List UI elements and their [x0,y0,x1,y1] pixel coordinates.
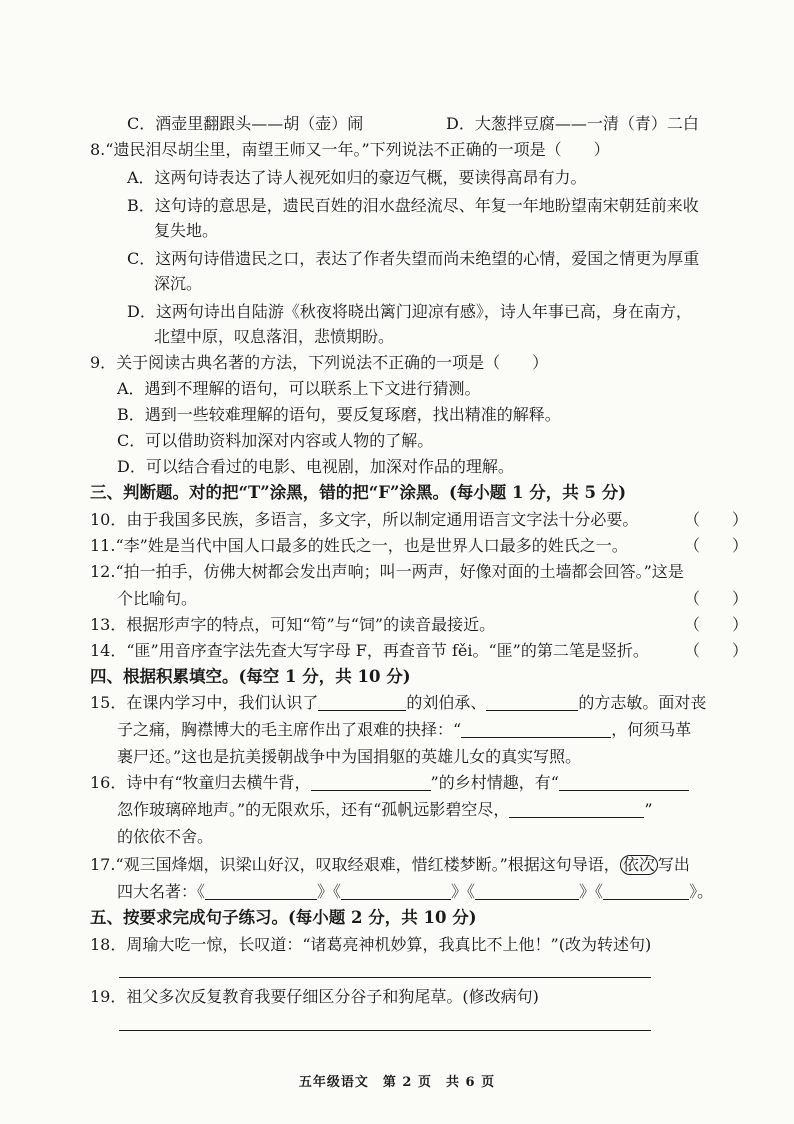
q19: 19．祖父多次反复教育我要仔细区分谷子和狗尾草。(修改病句) [90,987,539,1006]
q12-cont: 个比喻句。 （ ） [117,589,748,608]
q8-option-c: C．这两句诗借遗民之口，表达了作者失望而尚未绝望的心情，爱国之情更为厚重 [127,249,700,268]
section-5-title: 五、按要求完成句子练习。(每小题 2 分，共 10 分) [90,908,477,927]
q8-option-b: B．这句诗的意思是，遗民百姓的泪水盘经流尽、年复一年地盼望南宋朝廷前来收 [127,196,699,215]
q15-line-3: 裹尸还。”这也是抗美援朝战争中为国捐躯的英雄儿女的真实写照。 [117,747,582,766]
q15-line-2: 子之痛，胸襟博大的毛主席作出了艰难的抉择：“ ，何须马革 [117,720,692,739]
q13-answer-paren[interactable]: （ ） [683,615,748,634]
q9-stem: 9．关于阅读古典名著的方法，下列说法不正确的一项是（ ） [90,353,549,372]
q13: 13．根据形声字的特点，可知“笱”与“饲”的读音最接近。 （ ） [90,615,748,634]
q16-line-3: 的依依不舍。 [117,827,214,846]
q11: 11.“李”姓是当代中国人口最多的姓氏之一，也是世界人口最多的姓氏之一。 （ ） [90,536,748,555]
q16-blank-3[interactable] [509,801,644,818]
q8-option-a: A．这两句诗表达了诗人视死如归的豪迈气概，要读得高昂有力。 [127,168,587,187]
q7-option-c: C．酒壶里翻跟头——胡（壶）闹 [127,114,364,133]
section-4-title: 四、根据积累填空。(每空 1 分，共 10 分) [90,667,411,686]
q8-option-b-cont: 复失地。 [154,221,219,240]
q8-stem: 8.“遗民泪尽胡尘里，南望王师又一年。”下列说法不正确的一项是（ ） [90,140,610,159]
q17-blank-3[interactable] [475,883,579,900]
q9-option-d: D．可以结合看过的电影、电视剧，加深对作品的理解。 [117,457,514,476]
q15-line-1: 15．在课内学习中，我们认识了 的刘伯承、 的方志敏。面对丧 [90,693,707,712]
q9-option-c: C．可以借助资料加深对内容或人物的了解。 [117,431,434,450]
page-footer: 五年级语文 第 2 页 共 6 页 [298,1075,496,1090]
q9-option-a: A．遇到不理解的语句，可以联系上下文进行猜测。 [117,379,481,398]
q12: 12.“拍一拍手，仿佛大树都会发出声响；叫一两声，好像对面的土墙都会回答。”这是 [90,562,684,581]
q11-answer-paren[interactable]: （ ） [683,536,748,555]
q18: 18．周瑜大吃一惊，长叹道：“诸葛亮神机妙算，我真比不上他！”(改为转述句) [90,935,652,954]
q8-option-d: D．这两句诗出自陆游《秋夜将晓出篱门迎凉有感》，诗人年事已高，身在南方， [127,302,692,321]
q14-answer-paren[interactable]: （ ） [683,641,748,660]
circled-word: 依次 [620,855,658,875]
q15-blank-1[interactable] [318,694,406,711]
q8-option-c-cont: 深沉。 [154,274,203,293]
q17-blank-2[interactable] [341,883,451,900]
q19-answer-line[interactable] [119,1030,651,1031]
q15-blank-2[interactable] [486,694,578,711]
q15-blank-3[interactable] [461,721,611,738]
q8-option-d-cont: 北望中原，叹息落泪，悲愤期盼。 [154,327,395,346]
q17-blank-4[interactable] [603,883,689,900]
q16-blank-1[interactable] [311,774,431,791]
q12-answer-paren[interactable]: （ ） [683,589,748,608]
q16-line-1: 16．诗中有“牧童归去横牛背， ”的乡村情趣，有“ [90,772,689,794]
q10: 10．由于我国多民族，多语言，多文字，所以制定通用语言文字法十分必要。 （ ） [90,510,748,529]
q16-line-2: 忽作玻璃碎地声。”的无限欢乐，还有“孤帆远影碧空尽， ” [117,800,653,819]
q14: 14．“匪”用音序查字法先查大写字母 F，再查音节 fěi。“匪”的第二笔是竖折。 （ ） [90,641,748,660]
section-3-title: 三、判断题。对的把“T”涂黑，错的把“F”涂黑。(每小题 1 分，共 5 分) [90,483,627,502]
q9-option-b: B．遇到一些较难理解的语句，要反复琢磨，找出精准的解释。 [117,405,561,424]
q10-answer-paren[interactable]: （ ） [683,510,748,529]
q17-line-1: 17.“观三国烽烟，识梁山好汉，叹取经艰难，惜红楼梦断。”根据这句导语， 依次 写出 [90,855,690,874]
q18-answer-line[interactable] [119,977,651,978]
q16-blank-2[interactable] [559,774,689,791]
q7-option-d: D．大葱拌豆腐——一清（青）二白 [446,114,699,133]
q17-blank-1[interactable] [205,883,317,900]
q17-line-2: 四大名著：《 》《 》《 》《 》。 [117,882,714,901]
